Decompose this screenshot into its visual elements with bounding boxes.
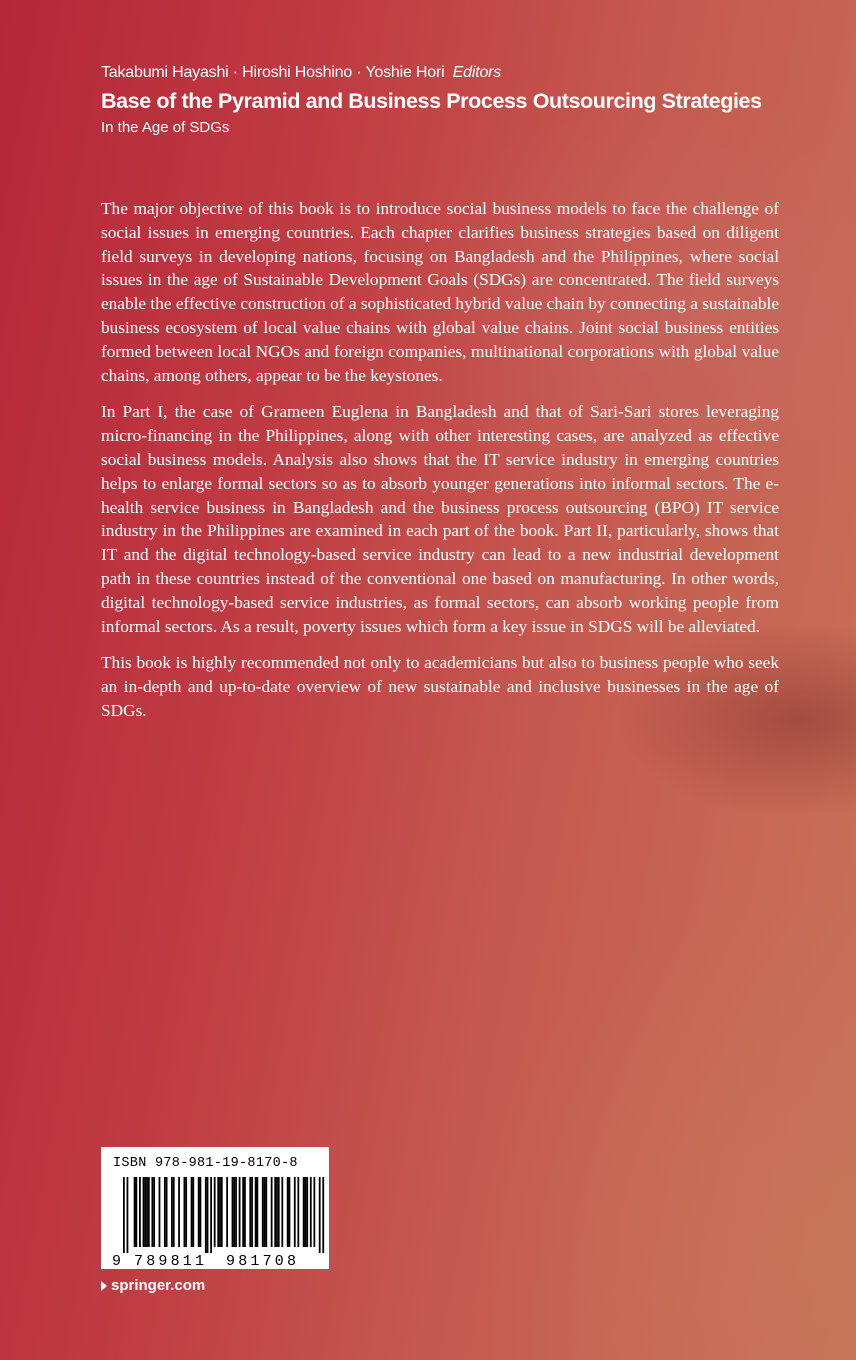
- barcode-bar: [281, 1177, 283, 1247]
- barcode-bar: [313, 1177, 315, 1247]
- barcode-bar: [226, 1177, 228, 1247]
- barcode-bar: [271, 1177, 273, 1247]
- publisher-website-text: springer.com: [111, 1277, 206, 1294]
- barcode-bar: [289, 1177, 291, 1247]
- book-description: [101, 197, 779, 736]
- barcode-bar: [239, 1177, 241, 1247]
- barcode-bar: [232, 1177, 234, 1247]
- barcode-bar: [294, 1177, 296, 1247]
- barcode-bar: [171, 1177, 173, 1247]
- editors-role: Editors: [452, 64, 502, 81]
- barcode-bar: [134, 1177, 136, 1247]
- barcode-bar: [303, 1177, 305, 1247]
- cover-header: [101, 62, 821, 138]
- barcode-bar: [217, 1177, 219, 1247]
- barcode-bar: [159, 1177, 161, 1247]
- description-paragraph-3: This book is highly recommended not only to academicians but also to business people who seek an in-depth and up-to-date overview of new sustainable and inclusive businesses in the age of SDGs.: [101, 653, 779, 720]
- arrow-right-icon: [101, 1281, 107, 1291]
- description-paragraph-2: In Part I, the case of Grameen Euglena in Bangladesh and that of Sari-Sari stores leveraging micro-financing in the Philippines, along with other interesting cases, are analyzed as effective social business models. Analysis also shows that the IT service industry in emerging countries helps to enlarge formal sectors so as to absorb younger generations into informal sectors. The e-health service business in Bangladesh and the business process outsourcing (BPO) IT service industry in the Philippines are examined in each part of the book. Part II, particularly, shows that IT and the digital technology-based service industry can lead to a new industrial development path in these countries instead of the conventional one based on manufacturing. In other words, digital technology-based service industries, as formal sectors, can absorb working people from informal sectors. As a result, poverty issues which form a key issue in SDGS will be alleviated.: [101, 402, 779, 636]
- barcode-right-digits: 981708: [226, 1253, 300, 1269]
- barcode-bar: [148, 1177, 150, 1247]
- barcode-bar: [306, 1177, 308, 1247]
- barcode-bar: [249, 1177, 251, 1247]
- barcode-bar: [214, 1177, 216, 1247]
- barcode-bar: [178, 1177, 180, 1247]
- barcode-bar: [123, 1177, 125, 1253]
- barcode-bar: [274, 1177, 276, 1247]
- barcode-bar: [135, 1177, 137, 1247]
- barcode-bar: [255, 1177, 257, 1247]
- barcode-bar: [219, 1177, 221, 1247]
- barcode-left-digits: 789811: [134, 1253, 208, 1269]
- barcode-bar: [244, 1177, 246, 1247]
- barcode-bar: [146, 1177, 148, 1247]
- barcode-bar: [151, 1177, 153, 1247]
- barcode-bar: [297, 1177, 299, 1247]
- barcode-graphic: [101, 1147, 329, 1269]
- barcode-bar: [242, 1177, 244, 1247]
- barcode-bar: [198, 1177, 200, 1247]
- description-paragraph-1: The major objective of this book is to introduce social business models to face the challenge of social issues in emerging countries. Each chapter clarifies business strategies based on diligent field surveys in developing nations, focusing on Bangladesh and the Philippines, where social issues in the age of Sustainable Development Goals (SDGs) are concentrated. The field surveys enable the effective construction of a sophisticated hybrid value chain by connecting a sustainable business ecosystem of local value chains with global value chains. Joint social business entities formed between local NGOs and foreign companies, multinational corporations with global value chains, among others, appear to be the keystones.: [101, 199, 779, 385]
- barcode-bar: [251, 1177, 253, 1247]
- barcode-bar: [139, 1177, 141, 1247]
- barcode-bar: [184, 1177, 186, 1247]
- barcode-bar: [264, 1177, 266, 1247]
- barcode-bar: [310, 1177, 312, 1247]
- barcode-bar: [173, 1177, 175, 1247]
- barcode-bar: [233, 1177, 235, 1247]
- barcode-bar: [143, 1177, 145, 1247]
- barcode-first-digit: 9: [112, 1253, 122, 1269]
- book-subtitle: In the Age of SDGs: [101, 119, 230, 136]
- barcode-bar: [278, 1177, 280, 1247]
- barcode-bar: [164, 1177, 166, 1247]
- isbn-label: ISBN 978-981-19-8170-8: [113, 1156, 298, 1171]
- barcode-bar: [200, 1177, 202, 1247]
- barcode-bar: [144, 1177, 146, 1247]
- barcode-bar: [262, 1177, 264, 1247]
- barcode-bar: [319, 1177, 321, 1253]
- barcode-bar: [207, 1177, 209, 1253]
- barcode-bar: [185, 1177, 187, 1247]
- book-title: Base of the Pyramid and Business Process Outsourcing Strategies: [101, 89, 762, 113]
- barcode-bar: [257, 1177, 259, 1247]
- barcode-bar: [221, 1177, 223, 1247]
- barcode-bar: [153, 1177, 155, 1247]
- barcode-bar: [305, 1177, 307, 1247]
- barcode-bar: [322, 1177, 324, 1253]
- barcode-bar: [191, 1177, 193, 1247]
- editors-line: [101, 62, 821, 84]
- barcode-bar: [210, 1177, 212, 1253]
- barcode-bar: [235, 1177, 237, 1247]
- isbn-barcode: [101, 1147, 329, 1269]
- barcode-bar: [166, 1177, 168, 1247]
- barcode-bar: [276, 1177, 278, 1247]
- publisher-website[interactable]: [101, 1277, 205, 1294]
- barcode-bar: [265, 1177, 267, 1247]
- editors-names: Takabumi Hayashi · Hiroshi Hoshino · Yoshie Hori: [101, 64, 445, 81]
- barcode-bar: [287, 1177, 289, 1247]
- barcode-bar: [192, 1177, 194, 1247]
- barcode-bar: [205, 1177, 207, 1253]
- barcode-bar: [127, 1177, 129, 1253]
